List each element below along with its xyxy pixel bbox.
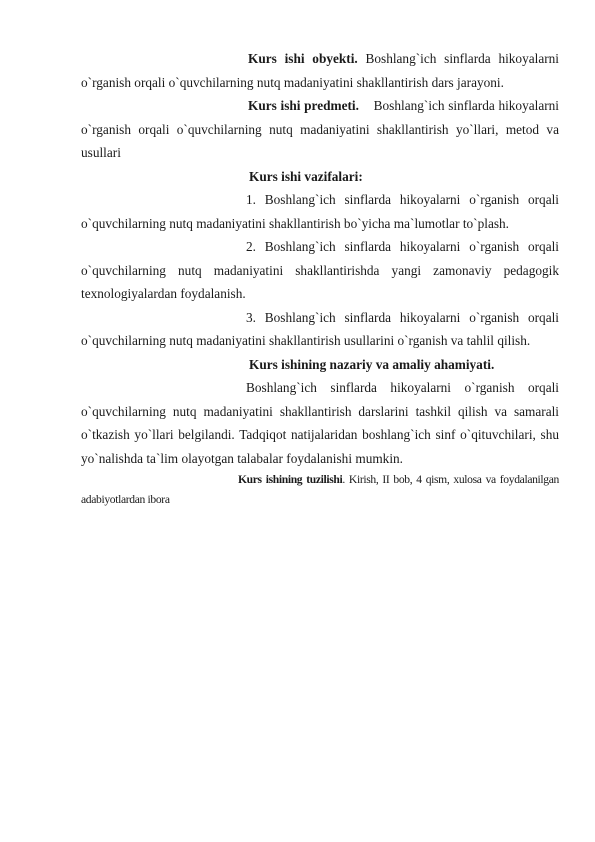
task-item-2: 2. Boshlang`ich sinflarda hikoyalarni o`rganish orqali o`quvchilarning nutq madaniyatini shakllantirishda yangi zamonaviy pedagogik texnologiyalardan foydalanish. [81,239,559,301]
structure-label: Kurs ishining tuzilishi [238,473,343,486]
task-item-1: 1. Boshlang`ich sinflarda hikoyalarni o`rganish orqali o`quvchilarning nutq madaniyatini shakllantirish bo`yicha ma`lumotlar to`plash. [81,192,559,231]
task-item-3: 3. Boshlang`ich sinflarda hikoyalarni o`rganish orqali o`quvchilarning nutq madaniyatini shakllantirish usullarini o`rganish va tahlil qilish. [81,309,559,348]
structure-text: . Kirish, II bob, 4 qism, xulosa va foydalanilgan adabiyotlardan ibora [81,473,559,506]
object-paragraph [81,47,559,94]
subject-text: Boshlang`ich sinflarda hikoyalarni o`rganish orqali o`quvchilarning nutq madaniyatini shakllantirish yo`llari, metod va usullari [81,98,560,160]
subject-label: Kurs ishi predmeti. [248,98,359,113]
subject-paragraph [81,94,559,165]
structure-paragraph [81,470,559,510]
tasks-heading: Kurs ishi vazifalari: [249,168,363,184]
significance-heading: Kurs ishining nazariy va amaliy ahamiyati. [249,356,495,372]
document-body [81,47,559,510]
object-text: Boshlang`ich sinflarda hikoyalarni o`rganish orqali o`quvchilarning nutq madaniyatini shakllantirish dars jarayoni. [81,51,559,90]
object-label: Kurs ishi obyekti. [248,51,358,66]
significance-text: Boshlang`ich sinflarda hikoyalarni o`rganish orqali o`quvchilarning nutq madaniyatini shakllantirish darslarini tashkil qilish va samarali o`tkazish yo`llari belgilandi. Tadqiqot natijalaridan boshlang`ich sinf o`qituvchilari, shu yo`nalishda ta`lim olayotgan talabalar foydalanishi mumkin. [81,380,559,466]
